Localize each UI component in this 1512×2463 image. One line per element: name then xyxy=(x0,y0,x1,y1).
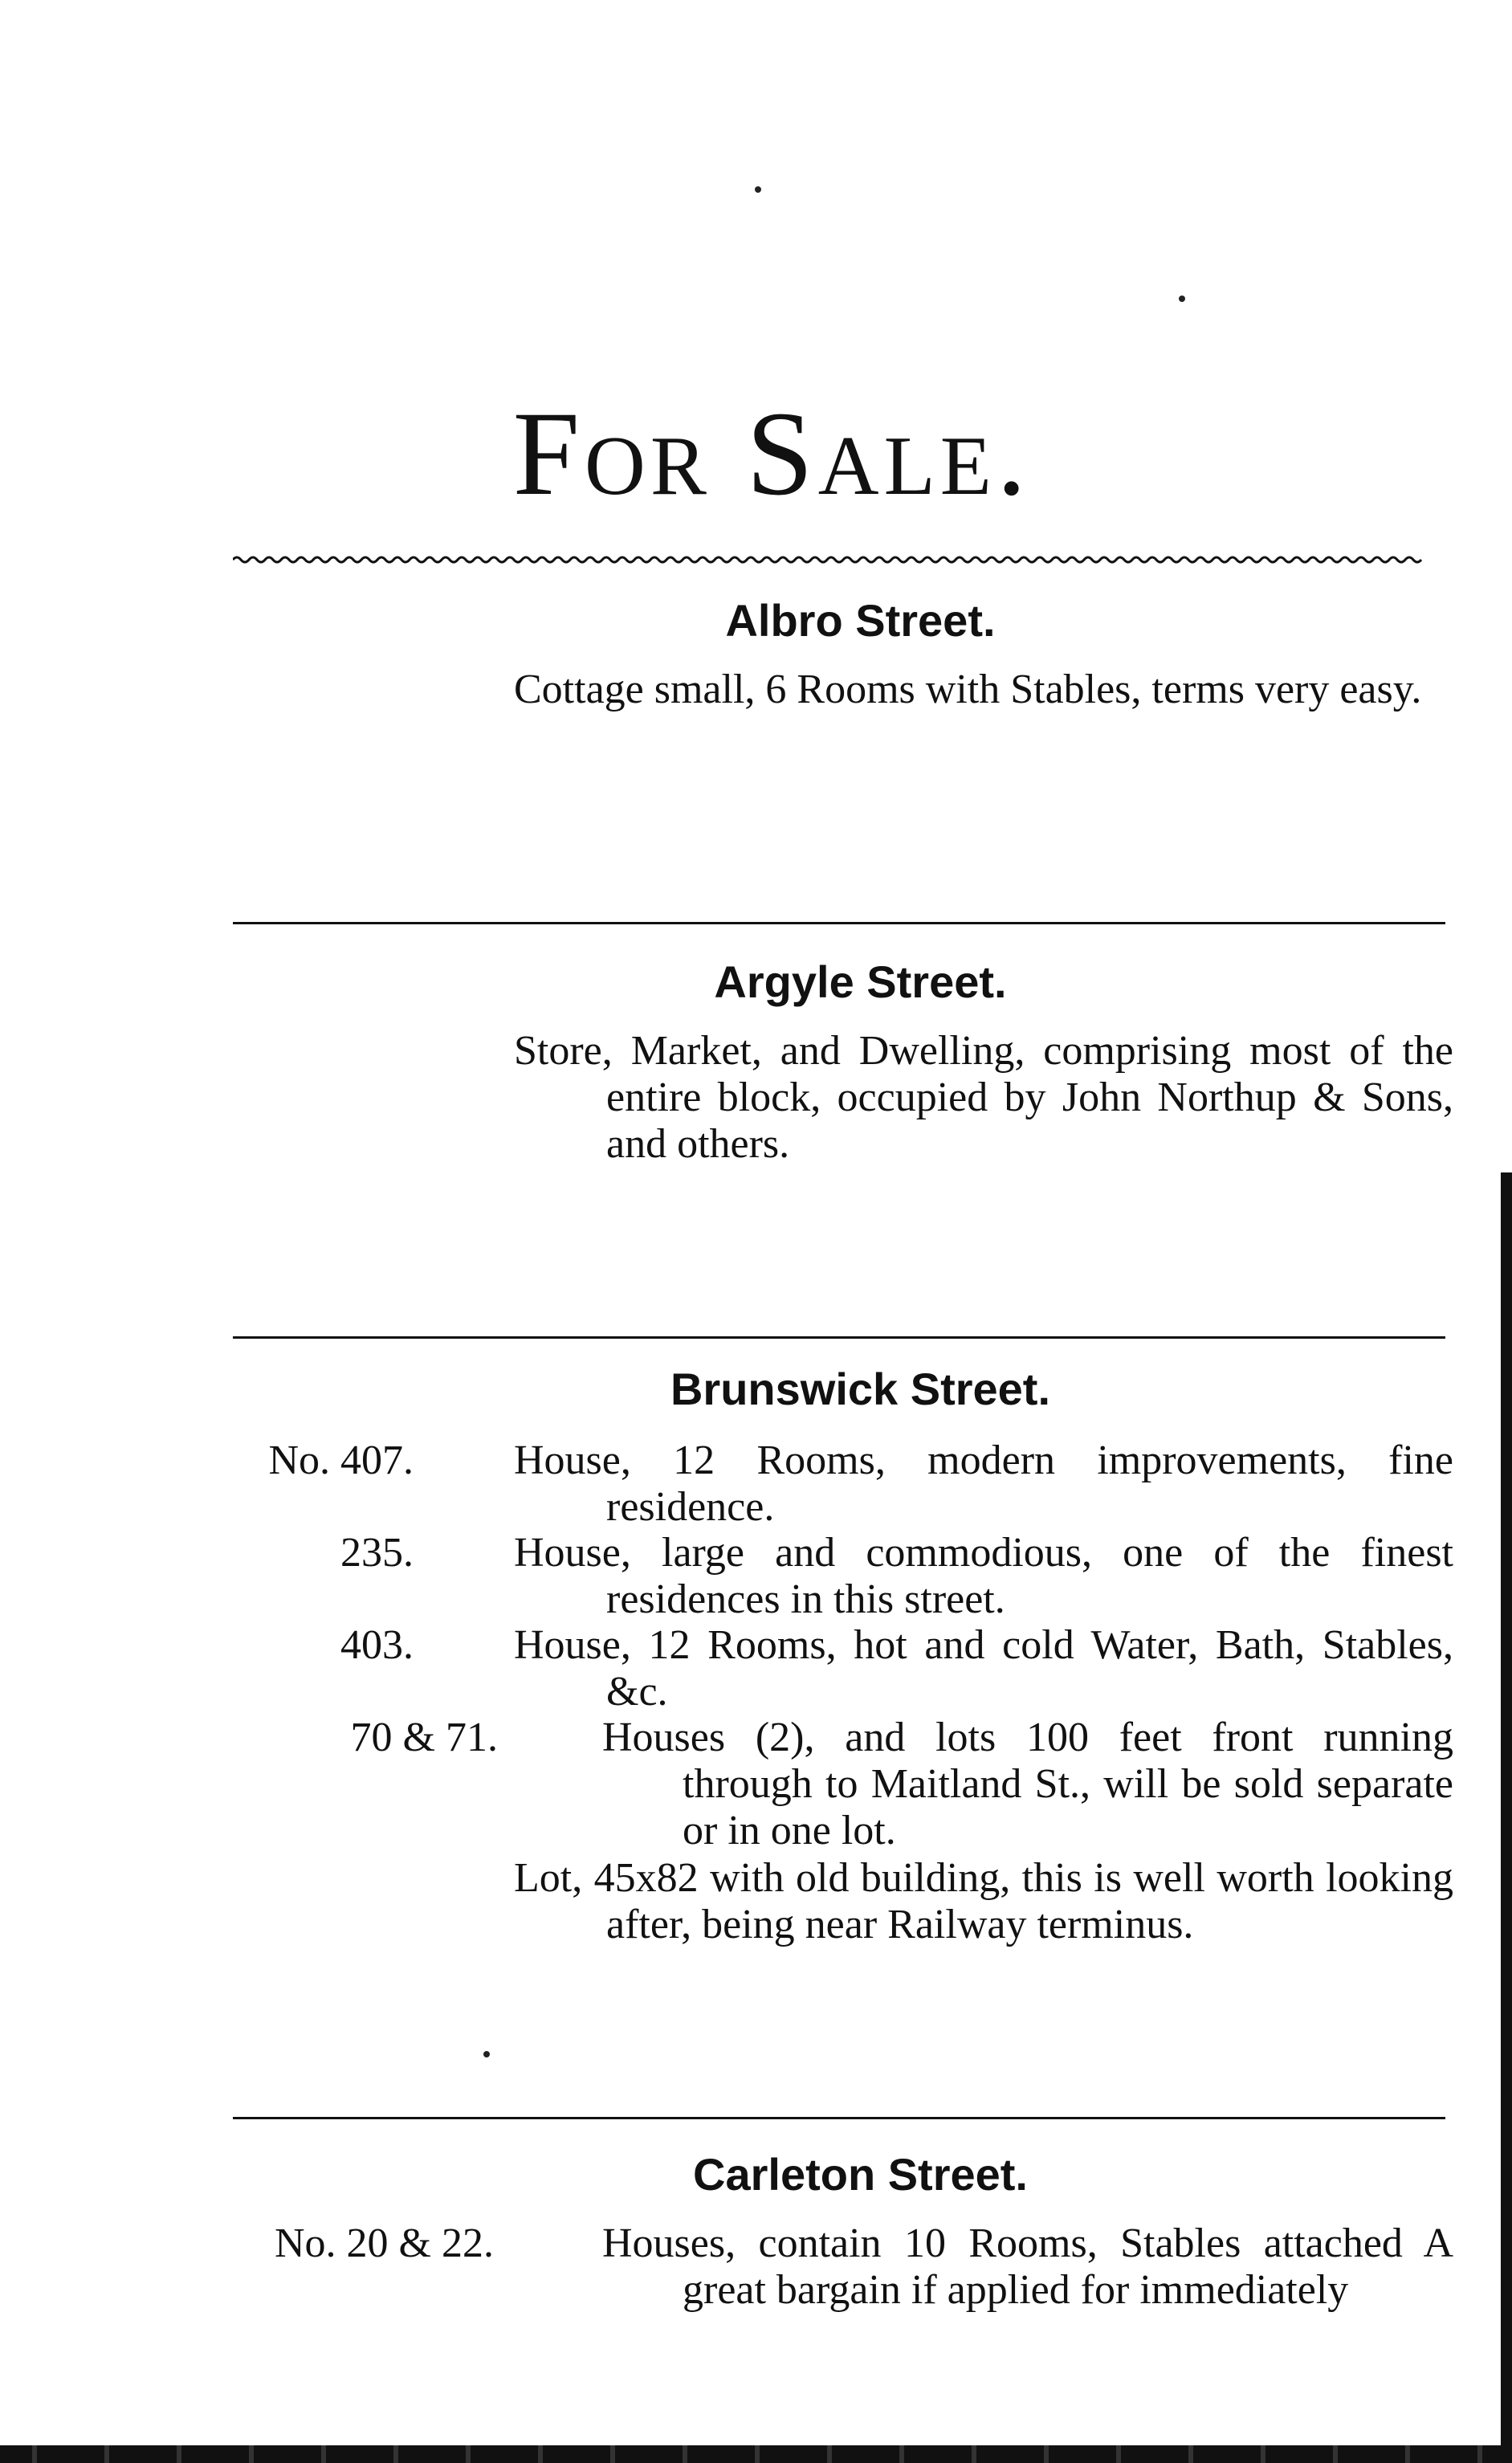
listing-number: No. 407. xyxy=(268,1437,414,1483)
section-heading-albro: Albro Street. xyxy=(725,595,996,646)
listing-text: Lot, 45x82 with old building, this is well worth looking after, being near Railway terminus. xyxy=(514,1855,1453,1947)
listing-entry xyxy=(217,1715,1453,1854)
section-divider xyxy=(233,922,1445,924)
listing-text: Store, Market, and Dwelling, comprising most of the entire block, occupied by John Northup & Sons, and others. xyxy=(514,1028,1453,1167)
page-title: For Sale. xyxy=(512,387,1032,520)
section-divider xyxy=(233,1336,1445,1339)
ink-speck xyxy=(755,186,761,193)
listing-text: Houses (2), and lots 100 feet front running through to Maitland St., will be sold separate or in one lot. xyxy=(602,1715,1453,1853)
listing-entry xyxy=(217,667,1453,713)
listing-entry xyxy=(217,1855,1453,1948)
listing-text: Cottage small, 6 Rooms with Stables, terms very easy. xyxy=(514,667,1422,712)
ink-speck xyxy=(483,2051,490,2057)
page-bottom-edge xyxy=(0,2445,1512,2463)
listing-text: House, large and commodious, one of the finest residences in this street. xyxy=(514,1530,1453,1622)
listing-entry xyxy=(217,1028,1453,1168)
listing-number: 70 & 71. xyxy=(350,1715,498,1760)
listing-text: House, 12 Rooms, hot and cold Water, Bath, Stables, &c. xyxy=(514,1622,1453,1715)
listing-entry xyxy=(217,1622,1453,1715)
listing-entry xyxy=(217,2220,1453,2314)
section-heading-carleton: Carleton Street. xyxy=(693,2149,1028,2200)
listing-number: No. 20 & 22. xyxy=(275,2220,494,2266)
section-heading-argyle: Argyle Street. xyxy=(714,956,1007,1007)
listing-text: House, 12 Rooms, modern improvements, fine residence. xyxy=(514,1437,1453,1530)
listing-entry xyxy=(217,1530,1453,1623)
page-edge-shadow xyxy=(1501,1172,1512,2463)
listing-number: 235. xyxy=(340,1530,414,1576)
section-heading-brunswick: Brunswick Street. xyxy=(670,1364,1051,1414)
listing-text: Houses, contain 10 Rooms, Stables attached A great bargain if applied for immediately xyxy=(602,2220,1453,2313)
section-divider xyxy=(233,2117,1445,2119)
ink-speck xyxy=(1179,296,1185,302)
listing-number: 403. xyxy=(340,1622,414,1668)
listing-entry xyxy=(217,1437,1453,1531)
wavy-divider xyxy=(233,553,1445,567)
